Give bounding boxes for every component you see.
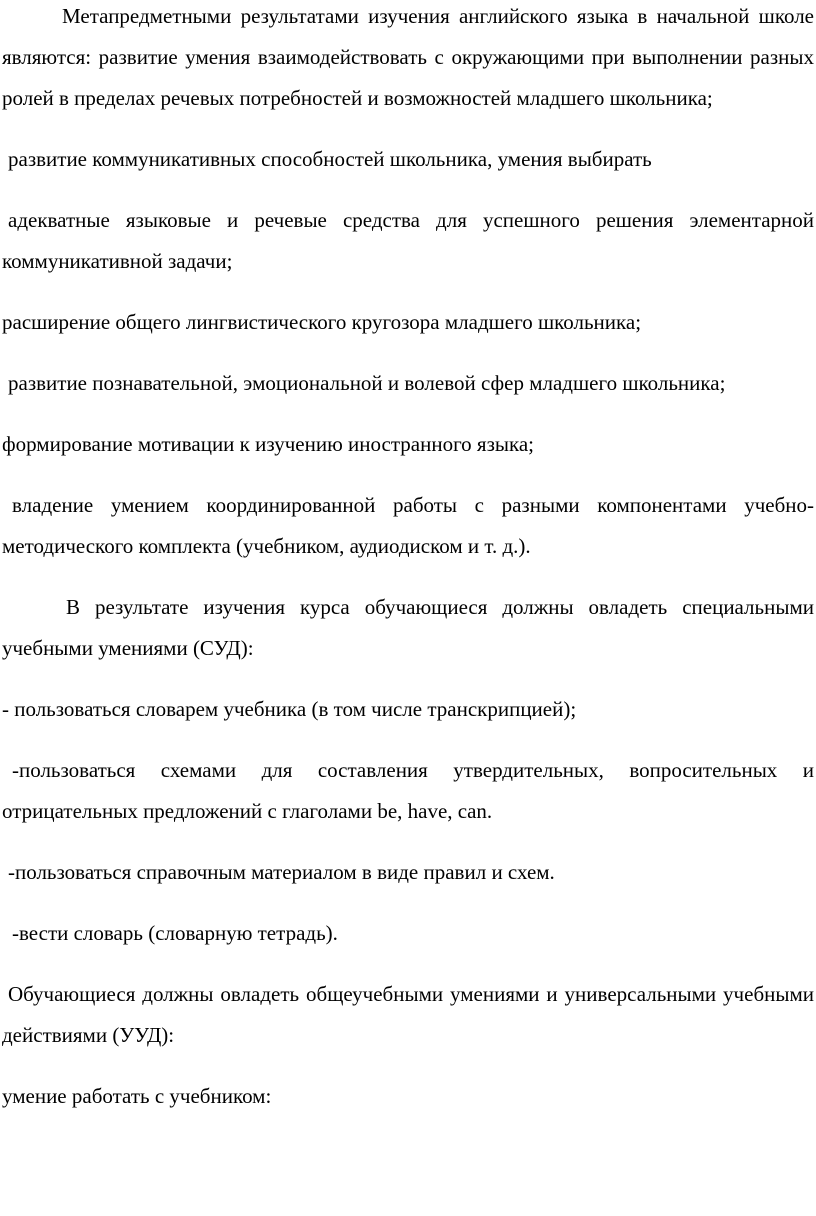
list-item-vocabulary-notebook: -вести словарь (словарную тетрадь).: [12, 921, 338, 945]
list-item-schemes: -пользоваться схемами для составления утвердительных, вопросительных и отрицательных предложений с глаголами be, have, can.: [2, 758, 814, 823]
paragraph-linguistic-outlook: расширение общего лингвистического кругозора младшего школьника;: [2, 310, 642, 334]
list-item-dictionary: - пользоваться словарем учебника (в том числе транскрипцией);: [2, 697, 577, 721]
paragraph-coordinated-work: владение умением координированной работы с разными компонентами учебно-методического комплекта (учебником, аудиодиском и т. д.).: [2, 493, 814, 558]
paragraph-cognitive-spheres: развитие познавательной, эмоциональной и волевой сфер младшего школьника;: [8, 371, 726, 395]
paragraph-textbook-skill: умение работать с учебником:: [2, 1084, 272, 1108]
paragraph-course-results: В результате изучения курса обучающиеся должны овладеть специальными учебными умениями (СУД):: [2, 595, 814, 660]
paragraph-adequate-means: адекватные языковые и речевые средства для успешного решения элементарной коммуникативной задачи;: [2, 208, 814, 273]
paragraph-general-skills: Обучающиеся должны овладеть общеучебными умениями и универсальными учебными действиями (УУД):: [2, 982, 814, 1047]
paragraph-metasubject-results: Метапредметными результатами изучения английского языка в начальной школе являются: развитие умения взаимодействовать с окружающими при выполнении разных ролей в пределах речевых потребностей и возможностей младшего школьника;: [2, 4, 814, 110]
list-item-reference-material: -пользоваться справочным материалом в виде правил и схем.: [8, 860, 555, 884]
paragraph-communicative-abilities: развитие коммуникативных способностей школьника, умения выбирать: [8, 147, 652, 171]
paragraph-motivation: формирование мотивации к изучению иностранного языка;: [2, 432, 535, 456]
